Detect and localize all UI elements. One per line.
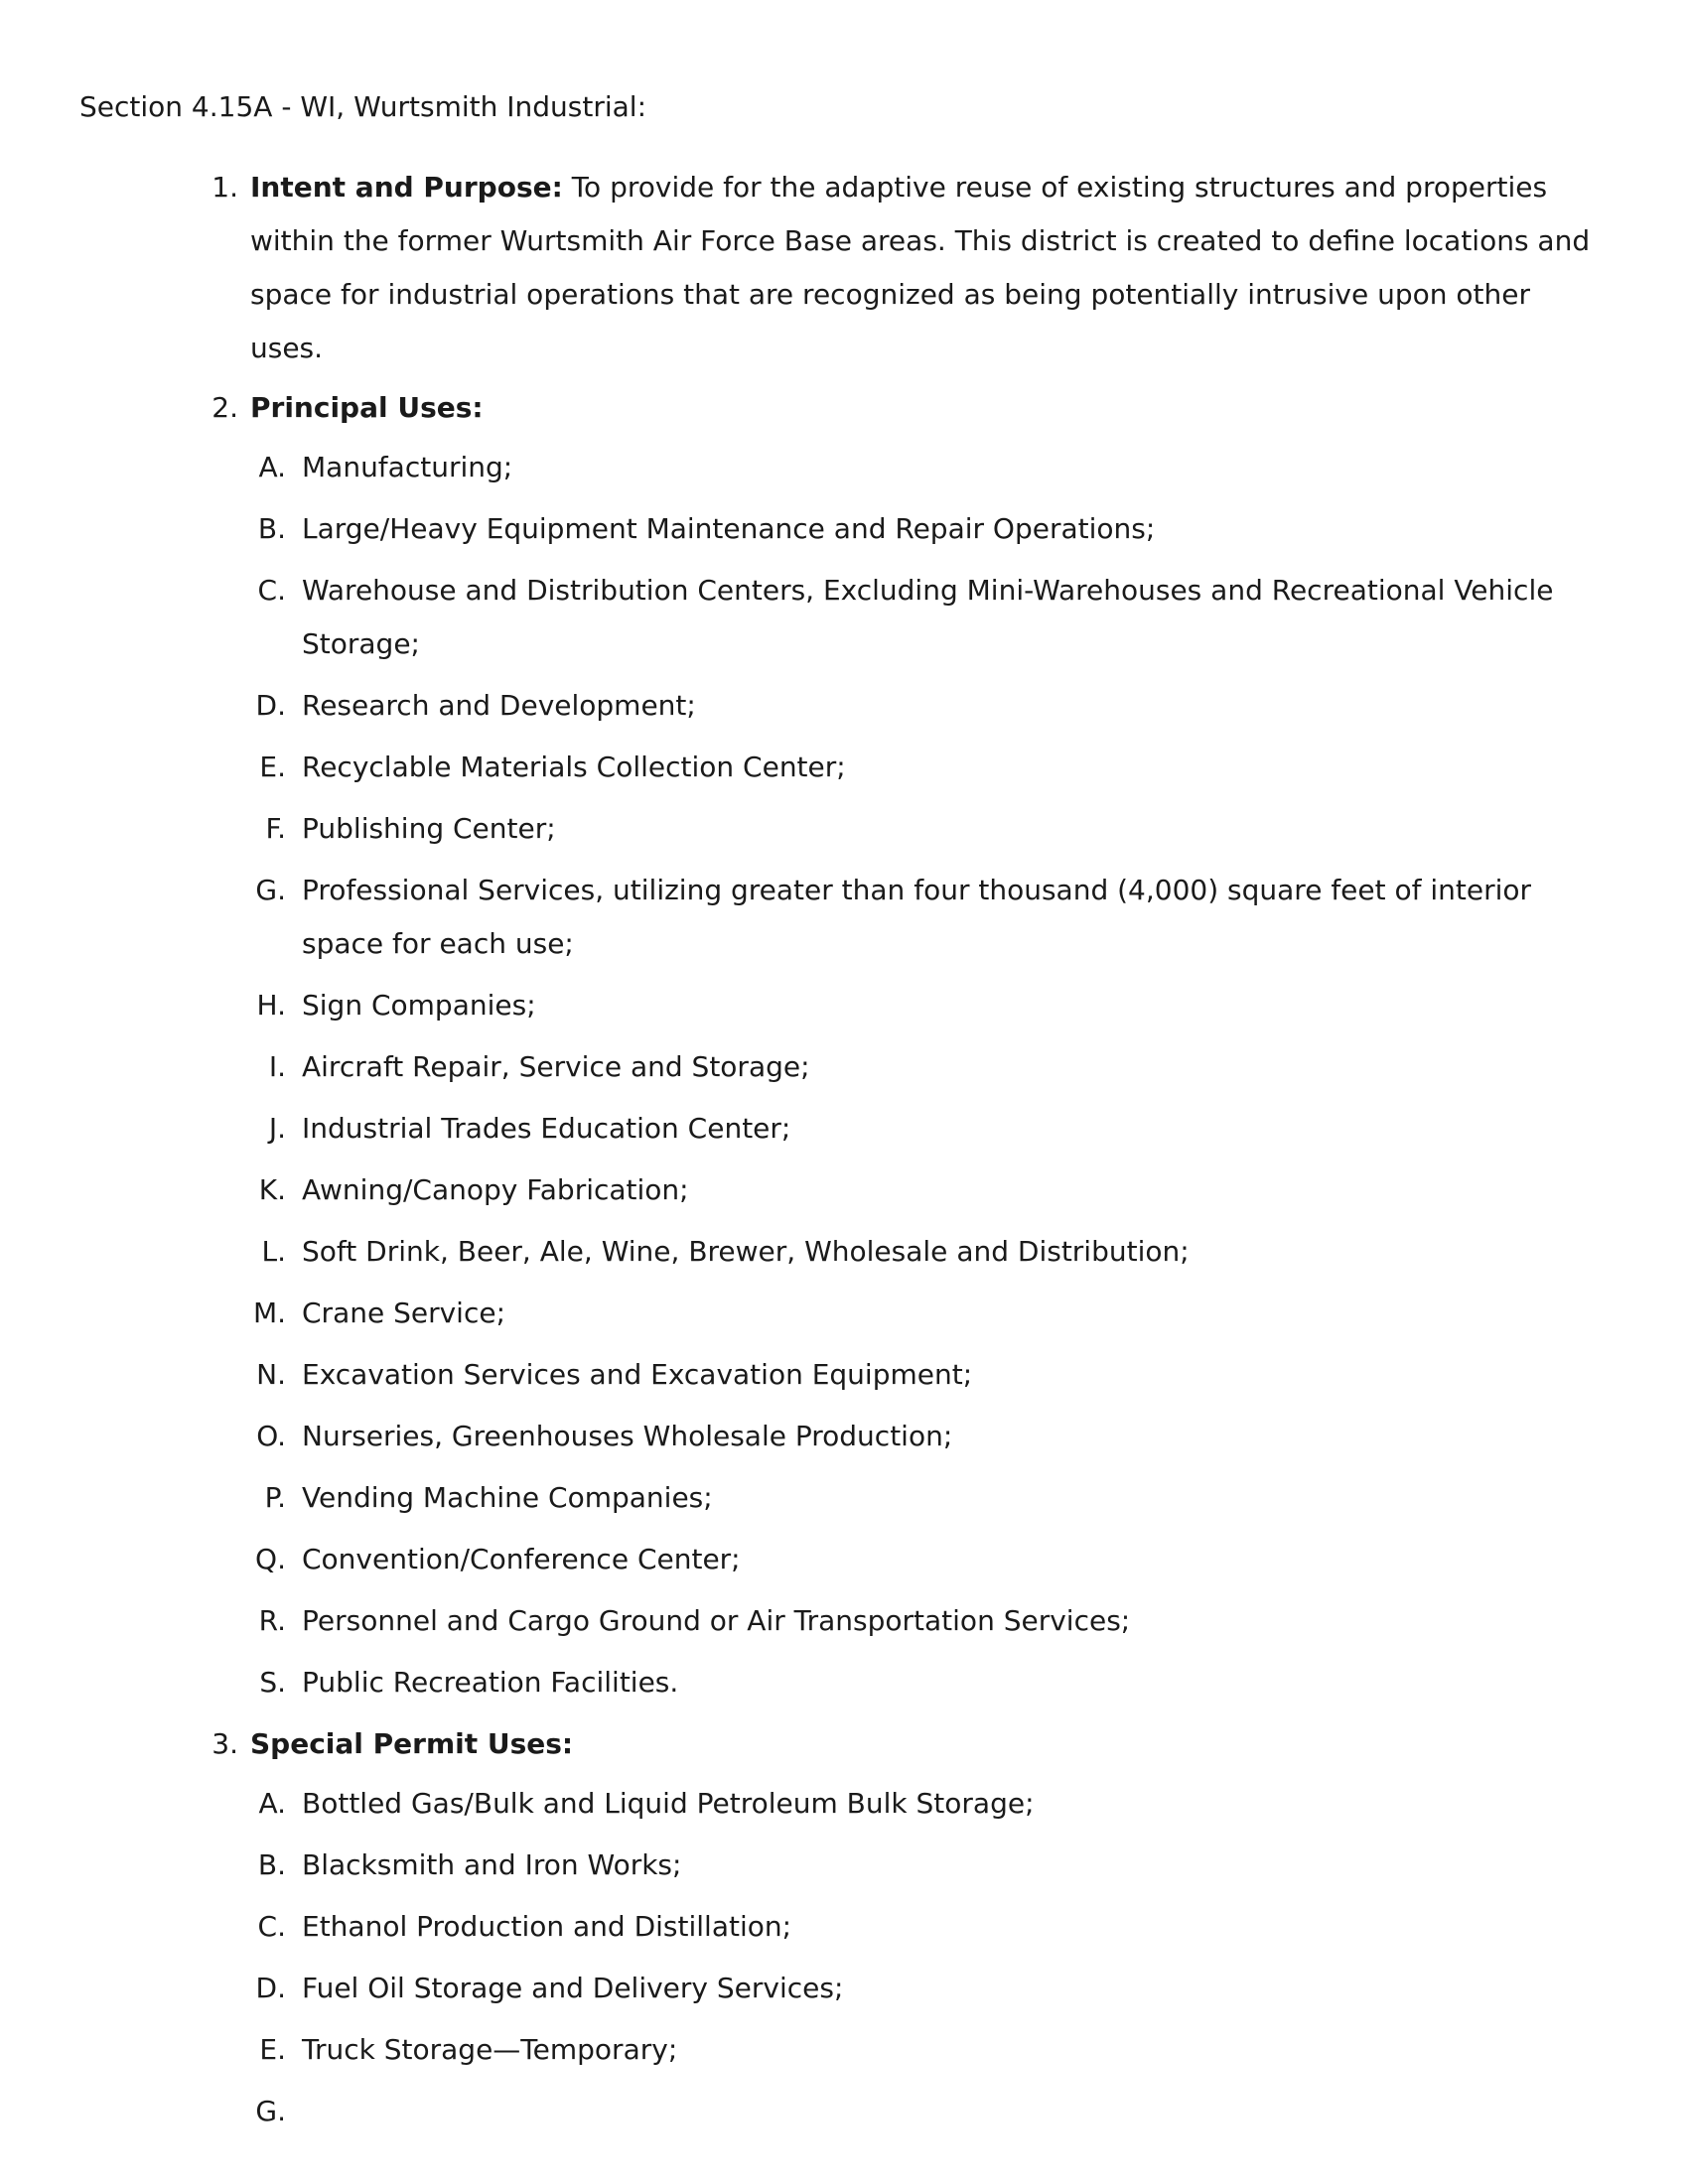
list-item-letter: G. (255, 2095, 286, 2127)
list-item (250, 1287, 1609, 1340)
list-item-text: Blacksmith and Iron Works; (302, 1848, 682, 1881)
list-item (250, 1040, 1609, 1094)
section-number: 3. (211, 1727, 238, 1760)
list-item-letter: Q. (255, 1543, 286, 1575)
list-item (250, 979, 1609, 1032)
main-list (199, 161, 1609, 2127)
list-item-letter: P. (264, 1481, 286, 1514)
list-item-text: Public Recreation Facilities. (302, 1666, 679, 1699)
section-title: Principal Uses: (250, 391, 484, 424)
list-item-text: Nurseries, Greenhouses Wholesale Production; (302, 1420, 953, 1452)
list-item-text: Convention/Conference Center; (302, 1543, 741, 1575)
list-item-letter: C. (257, 574, 286, 607)
list-item-letter: N. (256, 1358, 286, 1391)
list-item-text: Aircraft Repair, Service and Storage; (302, 1050, 810, 1083)
list-item-letter: R. (258, 1604, 286, 1637)
list-item (250, 1594, 1609, 1648)
list-item (250, 502, 1609, 556)
list-item-text: Awning/Canopy Fabrication; (302, 1173, 689, 1206)
list-item-text: Crane Service; (302, 1297, 506, 1329)
list-item-text: Fuel Oil Storage and Delivery Services; (302, 1972, 844, 2004)
list-item (250, 1225, 1609, 1279)
list-item (250, 1777, 1609, 1831)
list-item-letter: B. (257, 1848, 286, 1881)
list-item-text: Publishing Center; (302, 812, 556, 845)
list-item-letter: A. (258, 1787, 286, 1820)
principal-uses-list (250, 441, 1609, 1709)
list-item-text: Vending Machine Companies; (302, 1481, 713, 1514)
list-item-letter: C. (257, 1910, 286, 1943)
list-item (250, 1962, 1609, 2015)
list-item (250, 1656, 1609, 1709)
section-number: 2. (211, 391, 238, 424)
section-heading: Section 4.15A - WI, Wurtsmith Industrial: (79, 90, 647, 123)
list-item-letter: D. (255, 689, 286, 722)
list-item-letter: L. (261, 1235, 286, 1268)
list-item-letter: H. (256, 989, 286, 1022)
section-body: To provide for the adaptive reuse of existing structures and properties within the former Wurtsmith Air Force Base areas. This district is created to define locations and space for industrial operations that are recognized as being potentially intrusive upon other uses. (250, 171, 1591, 364)
list-item-letter: A. (258, 451, 286, 483)
list-item (250, 1471, 1609, 1525)
list-item-text: Recyclable Materials Collection Center; (302, 751, 846, 783)
list-item-text: Personnel and Cargo Ground or Air Transportation Services; (302, 1604, 1131, 1637)
section-number: 1. (211, 171, 238, 204)
section-principal-uses (199, 381, 1609, 1709)
list-item-letter: D. (255, 1972, 286, 2004)
section-special-permit-uses (199, 1717, 1609, 2127)
list-item-text: Ethanol Production and Distillation; (302, 1910, 792, 1943)
list-item-letter: I. (268, 1050, 286, 1083)
list-item-text: Excavation Services and Excavation Equipment; (302, 1358, 973, 1391)
list-item (250, 802, 1609, 856)
list-item-text: Industrial Trades Education Center; (302, 1112, 791, 1145)
list-item (250, 741, 1609, 794)
list-item (250, 564, 1609, 671)
list-item-letter: J. (268, 1112, 286, 1145)
list-item (250, 1839, 1609, 1892)
list-item-text: Soft Drink, Beer, Ale, Wine, Brewer, Wholesale and Distribution; (302, 1235, 1190, 1268)
special-permit-uses-list (250, 1777, 1609, 2127)
list-item (250, 1900, 1609, 1954)
list-item-letter: G. (255, 874, 286, 906)
list-item-text: Bottled Gas/Bulk and Liquid Petroleum Bulk Storage; (302, 1787, 1035, 1820)
list-item-text: Sign Companies; (302, 989, 536, 1022)
list-item-letter: M. (252, 1297, 286, 1329)
section-intent-purpose (199, 161, 1609, 375)
list-item-letter: O. (256, 1420, 286, 1452)
list-item (250, 1348, 1609, 1402)
list-item-text: Professional Services, utilizing greater than four thousand (4,000) square feet of interior space for each use; (302, 874, 1532, 960)
list-item (250, 1163, 1609, 1217)
list-item-letter: E. (259, 2033, 286, 2066)
list-item-letter: B. (257, 512, 286, 545)
list-item (250, 1102, 1609, 1156)
list-item (250, 2023, 1609, 2077)
list-item-letter: S. (259, 1666, 286, 1699)
list-item-letter: F. (265, 812, 286, 845)
list-item (250, 864, 1609, 971)
list-item (250, 1410, 1609, 1463)
section-title: Special Permit Uses: (250, 1727, 574, 1760)
list-item-text: Research and Development; (302, 689, 696, 722)
list-item-text: Manufacturing; (302, 451, 513, 483)
list-item-letter: E. (259, 751, 286, 783)
list-item (250, 679, 1609, 733)
list-item-text: Warehouse and Distribution Centers, Excluding Mini-Warehouses and Recreational Vehicle Storage; (302, 574, 1554, 660)
list-item-letter: K. (258, 1173, 286, 1206)
section-title: Intent and Purpose: (250, 171, 563, 204)
list-item-text: Truck Storage—Temporary; (302, 2033, 678, 2066)
list-item (250, 1533, 1609, 1586)
list-item (250, 441, 1609, 494)
list-item-text: Large/Heavy Equipment Maintenance and Repair Operations; (302, 512, 1156, 545)
